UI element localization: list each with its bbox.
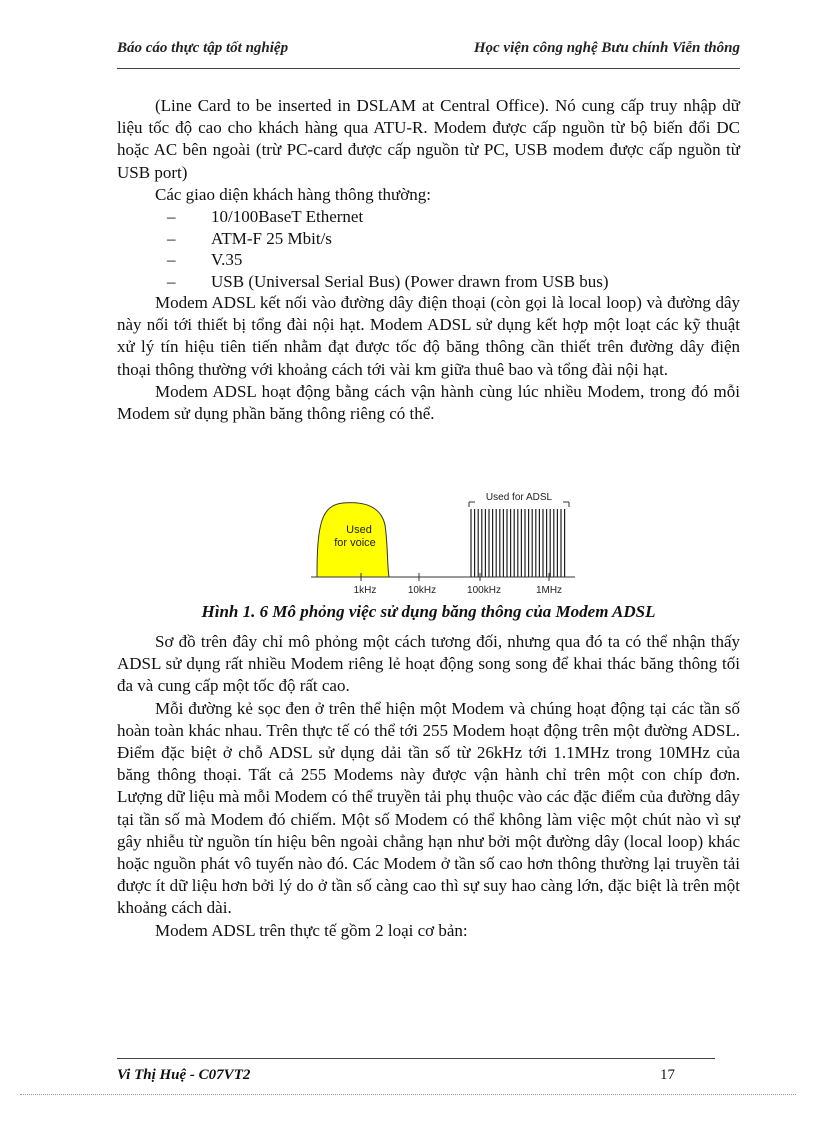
- page-footer: [117, 1058, 715, 1085]
- dash-bullet: –: [167, 250, 176, 270]
- bullet-list: [117, 206, 740, 292]
- tick-label: 100kHz: [467, 585, 501, 596]
- voice-label-line2: for voice: [334, 537, 376, 549]
- list-item-text: USB (Universal Serial Bus) (Power drawn from USB bus): [211, 271, 609, 291]
- paragraph: Mỗi đường kẻ sọc đen ở trên thể hiện một Modem và chúng hoạt động tại các tần số hoàn toàn khác nhau. Trên thực tế có thể tới 255 Modem hoạt động trên một đường ADSL. Điểm đặc biệt ở chỗ ADSL sử dụng dải tần số từ 26kHz tới 1.1MHz trong 10MHz của băng thông thoại. Tất cả 255 Modems này được vận hành chỉ trên một con chíp đơn. Lượng dữ liệu mà mỗi Modem có thể truyền tải phụ thuộc vào các đặc điểm của đường dây tại tần số mà Modem đó chiếm. Một số Modem có thể không làm việc một chút nào vì sự gây nhiễu từ nguồn tín hiệu bên ngoài chẳng hạn như bởi một đường dây (local loop) khác hoặc nguồn phát vô tuyến nào đó. Các Modem ở tần số cao hơn thông thường lại truyền tải được ít dữ liệu hơn bởi lý do ở tần số càng cao thì sự suy hao càng lớn, đặc biệt là trên một khoảng cách dài.: [117, 698, 740, 918]
- page-header: [117, 38, 740, 69]
- paragraph: (Line Card to be inserted in DSLAM at Central Office). Nó cung cấp truy nhập dữ liệu tốc độ cao cho khách hàng qua ATU-R. Modem được cấp nguồn từ bộ biến đổi DC hoặc AC bên ngoài (trừ PC-card được cấp nguồn từ PC, USB modem được cấp nguồn từ USB port): [117, 96, 740, 182]
- dash-bullet: –: [167, 271, 176, 291]
- body-bottom: [117, 631, 740, 942]
- paragraph: Sơ đồ trên đây chỉ mô phỏng một cách tương đối, nhưng qua đó ta có thể nhận thấy ADSL sử dụng rất nhiều Modem riêng lẻ hoạt động song song để khai thác băng thông tối đa và cung cấp một tốc độ rất cao.: [117, 632, 740, 696]
- tick-label: 1kHz: [353, 585, 377, 596]
- list-item: [167, 206, 740, 228]
- voice-label-line1: Used: [346, 524, 372, 536]
- body-top: [117, 95, 740, 425]
- tick-label: 10kHz: [407, 585, 437, 596]
- adsl-subcarriers: [471, 509, 565, 577]
- list-item-text: ATM-F 25 Mbit/s: [211, 228, 332, 248]
- bandwidth-diagram: [303, 485, 580, 599]
- dash-bullet: –: [167, 207, 176, 227]
- figure-caption: Hình 1. 6 Mô phỏng việc sử dụng băng thông của Modem ADSL: [201, 602, 656, 621]
- paragraph: Modem ADSL hoạt động bằng cách vận hành cùng lúc nhiều Modem, trong đó mỗi Modem sử dụng phần băng thông riêng có thể.: [117, 381, 740, 424]
- header-right: Học viện công nghệ Bưu chính Viễn thông: [473, 40, 740, 56]
- paragraph: Modem ADSL kết nối vào đường dây điện thoại (còn gọi là local loop) và đường dây này nối tới thiết bị tổng đài nội hạt. Modem ADSL sử dụng kết hợp một loạt các kỹ thuật xử lý tín hiệu tiên tiến nhằm đạt được tốc độ băng thông cần thiết trên đường dây điện thoại thông thường với khoảng cách tới vài km giữa thuê bao và tổng đài nội hạt.: [117, 293, 740, 379]
- list-item-text: V.35: [211, 250, 243, 270]
- dash-bullet: –: [167, 228, 176, 248]
- list-item-text: 10/100BaseT Ethernet: [211, 207, 364, 227]
- paragraph: Các giao diện khách hàng thông thường:: [155, 184, 431, 204]
- list-item: [167, 271, 740, 293]
- footer-author: Vi Thị Huệ - C07VT2: [117, 1067, 251, 1083]
- adsl-label: Used for ADSL: [485, 492, 553, 503]
- paragraph: Modem ADSL trên thực tế gồm 2 loại cơ bản:: [155, 920, 468, 940]
- list-item: [167, 249, 740, 271]
- page-number: 17: [660, 1067, 675, 1083]
- tick-label: 1MHz: [535, 585, 563, 596]
- list-item: [167, 228, 740, 250]
- bandwidth-figure: [303, 485, 580, 599]
- page-edge-divider: [20, 1094, 796, 1095]
- header-left: Báo cáo thực tập tốt nghiệp: [117, 40, 289, 56]
